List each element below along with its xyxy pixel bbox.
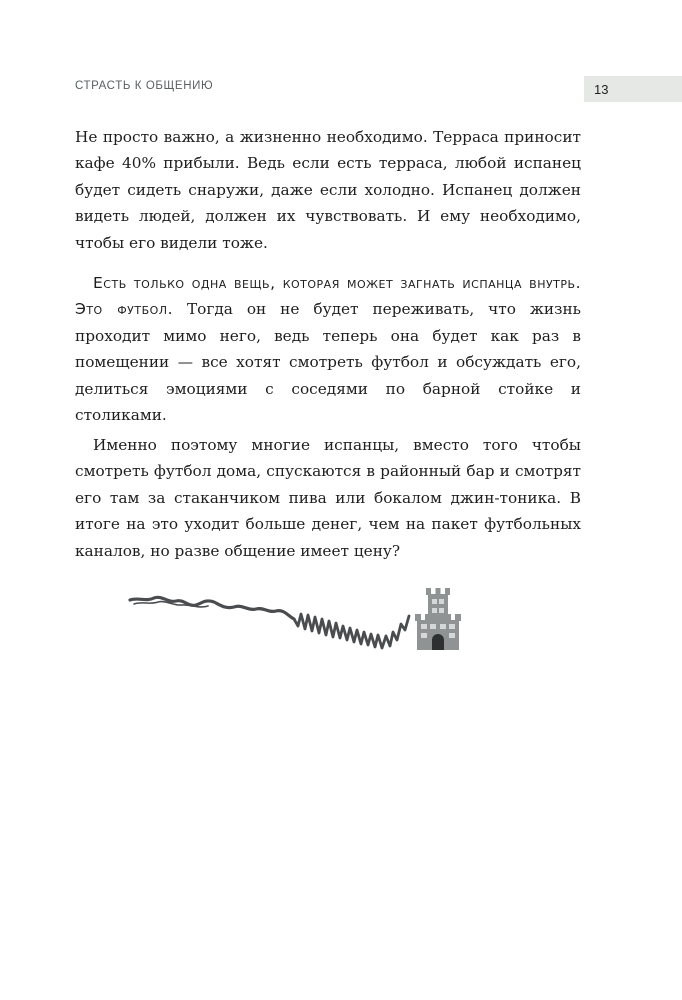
page-number: 13 [584,76,682,102]
running-head-title: СТРАСТЬ К ОБЩЕНИЮ [75,80,214,92]
paragraph-3: Именно поэтому многие испанцы, вместо того чтобы смотреть футбол дома, спускаются в районный бар и смотрят его там за стаканчиком пива или бокалом джин-тоника. В итоге на это уходит больше денег, чем на пакет футбольных каналов, но разве общение имеет цену? [75,436,581,560]
scribble-castle-ornament [128,580,468,660]
handwritten-lead: Есть только одна вещь, которая может загнать испанца внутрь. Это футбол. [75,274,581,319]
paragraph-2 [75,270,581,428]
scribble-line [130,597,409,648]
paragraph-2-text: Тогда он не будет переживать, что жизнь проходит мимо него, ведь теперь она будет как раз в помещении — все хотят смотреть футбол и обсуждать его, делиться эмоциями с соседями по барной стойке и столиками. [75,300,581,425]
castle-icon [415,588,461,650]
paragraph-1: Не просто важно, а жизненно необходимо. Терраса приносит кафе 40% прибыли. Ведь если есть терраса, любой испанец будет сидеть снаружи, даже если холодно. Испанец должен видеть людей, должен их чувствовать. И ему необходимо, чтобы его видели тоже. [75,128,581,252]
